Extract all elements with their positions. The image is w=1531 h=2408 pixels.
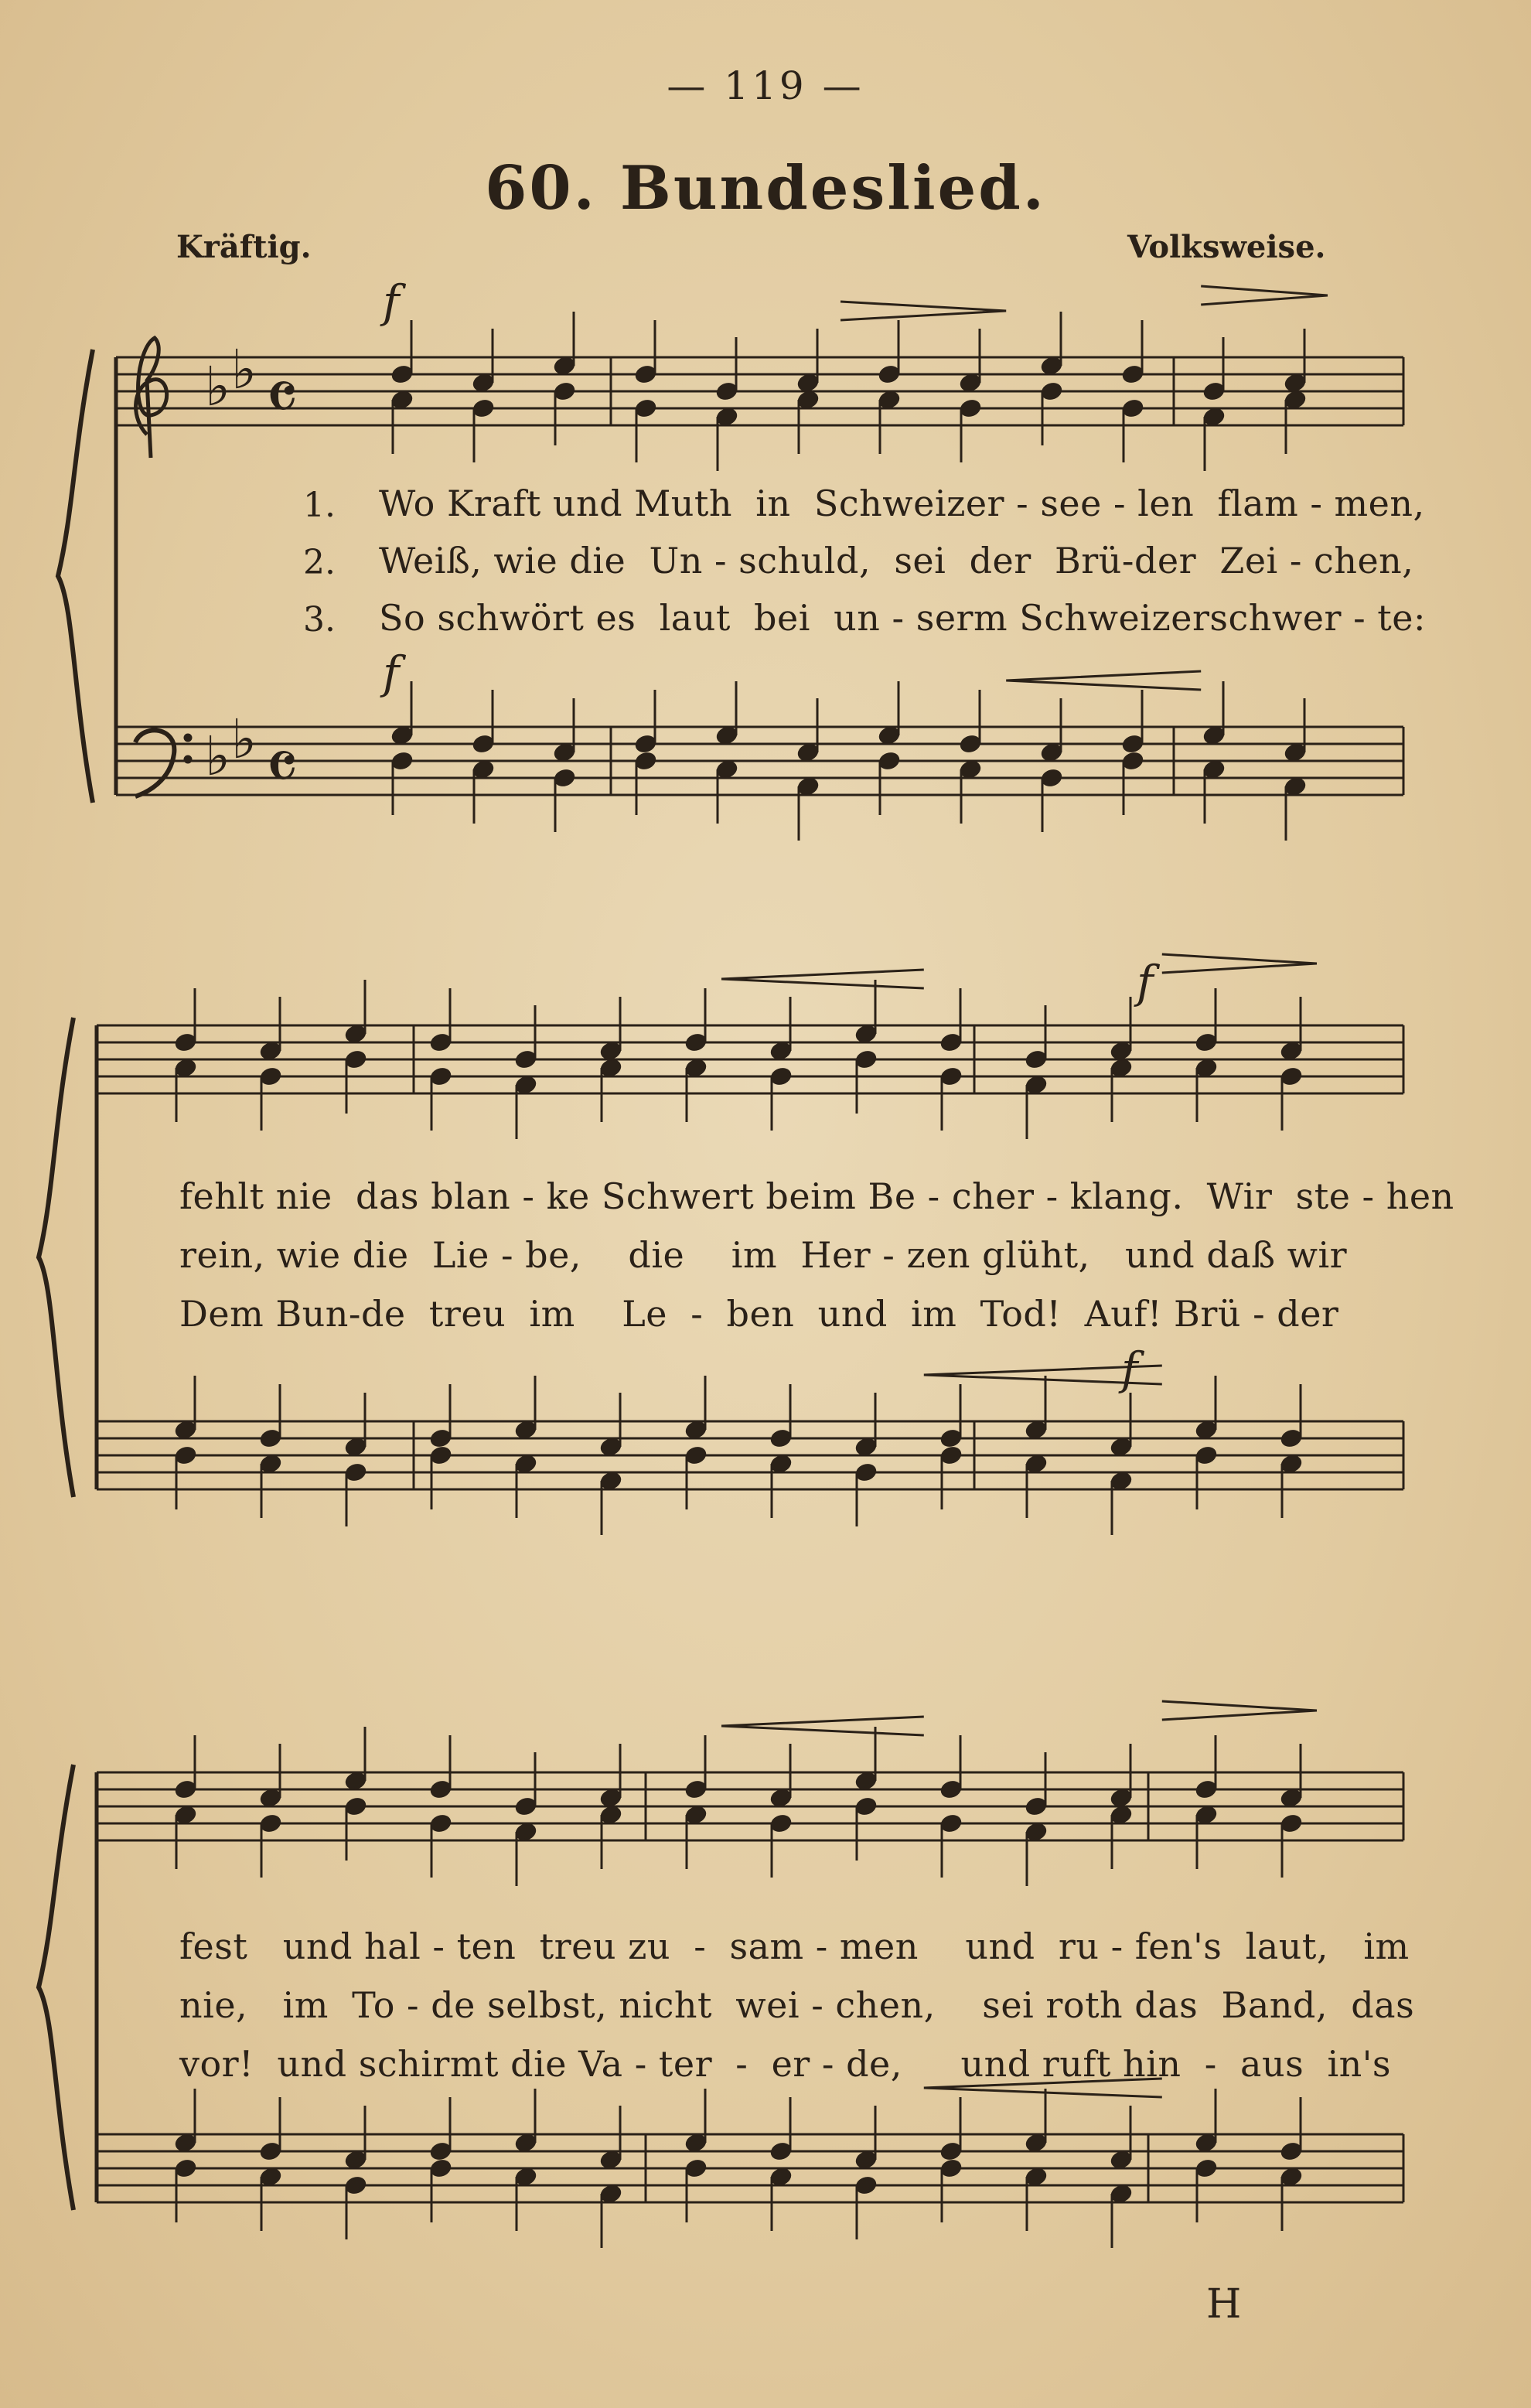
- bass-clef-dot: [184, 755, 192, 763]
- lyric-line: vor! und schirmt die Va - ter - er - de, und ruft hin - aus in's: [179, 2043, 1392, 2085]
- dynamic-forte-mark: f: [1137, 956, 1154, 1008]
- bass-clef-dot: [184, 734, 192, 742]
- key-signature-flat: ♭: [205, 725, 231, 788]
- system-brace: [39, 1018, 73, 1497]
- decrescendo-mark: [1162, 954, 1317, 973]
- lyric-line: Weiß, wie die Un - schuld, sei der Brü-der Zei - chen,: [379, 540, 1414, 582]
- system-brace: [58, 350, 93, 803]
- bass-clef: [135, 730, 174, 796]
- decrescendo-mark: [841, 302, 1006, 320]
- page-number: — 119 —: [667, 63, 864, 108]
- crescendo-mark: [721, 1717, 924, 1735]
- lyric-line: nie, im To - de selbst, nicht wei - chen, sei roth das Band, das: [179, 1984, 1415, 2026]
- lyric-line: So schwört es laut bei un - serm Schweizerschwer - te:: [379, 597, 1427, 639]
- verse-number-2: 2.: [303, 543, 336, 582]
- treble-clef: [136, 338, 167, 458]
- lyric-line: fest und hal - ten treu zu - sam - men und ru - fen's laut, im: [179, 1925, 1410, 1967]
- lyric-line: rein, wie die Lie - be, die im Her - zen glüht, und daß wir: [179, 1234, 1348, 1276]
- dynamic-forte-mark: f: [383, 646, 400, 699]
- verse-number-1: 1.: [303, 486, 336, 525]
- time-signature: 𝄴: [265, 724, 298, 810]
- crescendo-mark: [1006, 671, 1201, 690]
- song-title: 60. Bundeslied.: [485, 153, 1046, 223]
- system-brace: [39, 1765, 73, 2210]
- verse-number-3: 3.: [303, 600, 336, 640]
- time-signature: 𝄴: [265, 354, 298, 441]
- lyric-line: Wo Kraft und Muth in Schweizer - see - len flam - men,: [379, 483, 1425, 524]
- crescendo-mark: [721, 970, 924, 988]
- key-signature-flat: ♭: [231, 708, 257, 771]
- source-note: Volksweise.: [1127, 229, 1326, 265]
- dynamic-forte-mark: f: [383, 275, 400, 328]
- lyric-line: fehlt nie das blan - ke Schwert beim Be - cher - klang. Wir ste - hen: [179, 1175, 1454, 1217]
- dynamic-forte-mark: f: [1121, 1342, 1138, 1395]
- decrescendo-mark: [1201, 286, 1328, 305]
- decrescendo-mark: [1162, 1701, 1317, 1720]
- signature-mark: H: [1206, 2281, 1242, 2328]
- lyric-line: Dem Bun-de treu im Le - ben und im Tod! Auf! Brü - der: [179, 1293, 1339, 1335]
- key-signature-flat: ♭: [231, 338, 257, 401]
- key-signature-flat: ♭: [205, 355, 231, 418]
- tempo-marking: Kräftig.: [176, 229, 312, 265]
